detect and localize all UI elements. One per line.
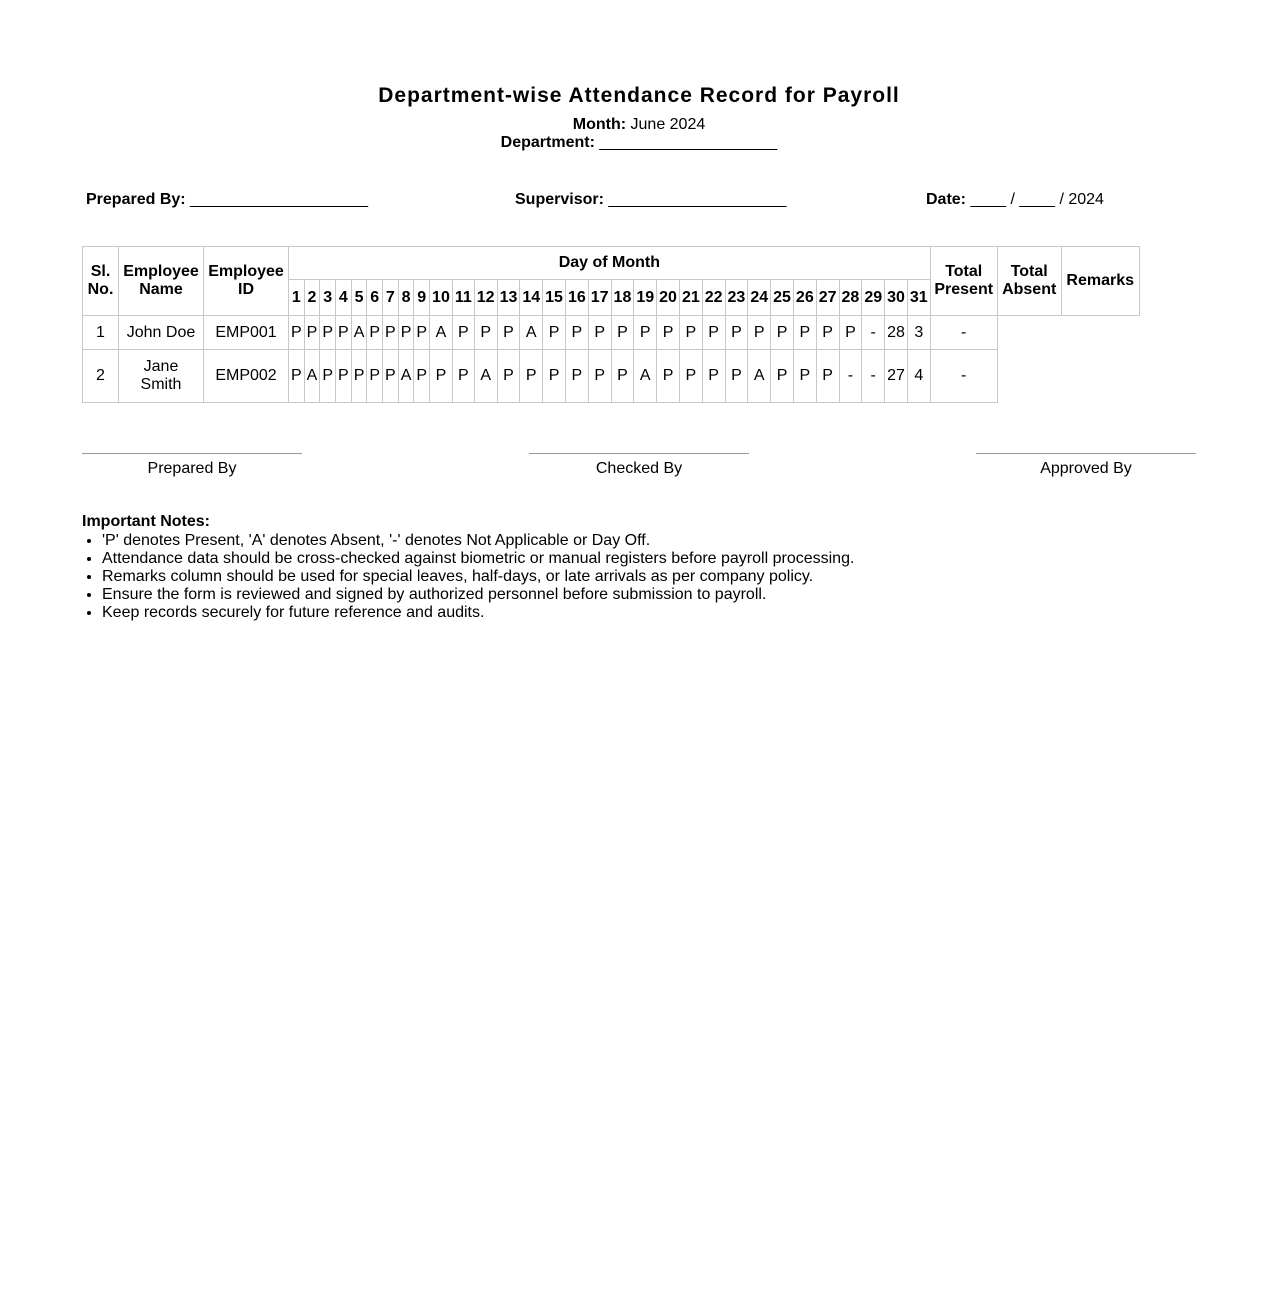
cell-attendance: P bbox=[702, 316, 725, 350]
header-day: 16 bbox=[565, 280, 588, 316]
cell-attendance: P bbox=[588, 316, 611, 350]
cell-attendance: P bbox=[565, 350, 588, 403]
cell-attendance: 3 bbox=[907, 316, 930, 350]
signature-label: Prepared By bbox=[147, 460, 237, 477]
cell-attendance: A bbox=[351, 316, 367, 350]
cell-attendance: P bbox=[320, 316, 336, 350]
notes-title: Important Notes: bbox=[82, 513, 210, 530]
supervisor-field-group bbox=[515, 191, 786, 209]
cell-attendance: - bbox=[839, 350, 862, 403]
cell-attendance: P bbox=[452, 316, 474, 350]
cell-attendance: 28 bbox=[885, 316, 908, 350]
header-day: 2 bbox=[304, 280, 320, 316]
prepared-by-field-group bbox=[86, 191, 368, 209]
header-day: 15 bbox=[543, 280, 566, 316]
cell-attendance: 27 bbox=[885, 350, 908, 403]
cell-attendance: P bbox=[793, 316, 816, 350]
header-day: 7 bbox=[383, 280, 399, 316]
header-day: 14 bbox=[520, 280, 543, 316]
cell-attendance: P bbox=[367, 316, 383, 350]
supervisor-field[interactable]: ____________________ bbox=[608, 191, 787, 208]
date-field-group bbox=[926, 191, 1104, 209]
signature-label: Checked By bbox=[595, 460, 683, 477]
signature-line bbox=[82, 453, 302, 454]
cell-attendance: A bbox=[748, 350, 771, 403]
cell-attendance: P bbox=[414, 316, 430, 350]
header-day: 30 bbox=[885, 280, 908, 316]
cell-attendance: A bbox=[398, 350, 414, 403]
header-day: 4 bbox=[336, 280, 352, 316]
cell-employee-id: EMP002 bbox=[204, 350, 289, 403]
cell-attendance: P bbox=[383, 350, 399, 403]
cell-attendance: P bbox=[702, 350, 725, 403]
header-day: 8 bbox=[398, 280, 414, 316]
cell-attendance: P bbox=[351, 350, 367, 403]
header-day: 21 bbox=[679, 280, 702, 316]
signature-prepared-by bbox=[82, 453, 302, 478]
department-line bbox=[0, 134, 1278, 152]
signature-checked-by bbox=[529, 453, 749, 478]
cell-attendance: P bbox=[771, 350, 794, 403]
header-employee-name: Employee Name bbox=[119, 247, 204, 316]
month-line bbox=[0, 116, 1278, 134]
cell-attendance: P bbox=[657, 350, 680, 403]
header-day: 31 bbox=[907, 280, 930, 316]
signature-label: Approved By bbox=[1040, 460, 1132, 477]
cell-attendance: P bbox=[474, 316, 497, 350]
header-day: 9 bbox=[414, 280, 430, 316]
header-day: 24 bbox=[748, 280, 771, 316]
header-day: 23 bbox=[725, 280, 748, 316]
header-day: 6 bbox=[367, 280, 383, 316]
header-day: 17 bbox=[588, 280, 611, 316]
cell-attendance: P bbox=[320, 350, 336, 403]
note-item: • Attendance data should be cross-checked against biometric or manual registers before payroll processing. bbox=[102, 550, 854, 568]
note-item: • Remarks column should be used for special leaves, half-days, or late arrivals as per company policy. bbox=[102, 568, 854, 586]
cell-attendance: P bbox=[452, 350, 474, 403]
cell-attendance: A bbox=[634, 350, 657, 403]
cell-attendance: P bbox=[793, 350, 816, 403]
header-employee-id: Employee ID bbox=[204, 247, 289, 316]
cell-attendance: P bbox=[289, 316, 305, 350]
cell-attendance: P bbox=[771, 316, 794, 350]
cell-employee-id: EMP001 bbox=[204, 316, 289, 350]
notes-list bbox=[82, 532, 854, 622]
header-day: 12 bbox=[474, 280, 497, 316]
table-header-row bbox=[83, 247, 1140, 280]
cell-attendance: P bbox=[336, 350, 352, 403]
cell-attendance: A bbox=[304, 350, 320, 403]
header-day: 18 bbox=[611, 280, 634, 316]
header-day: 28 bbox=[839, 280, 862, 316]
header-day: 11 bbox=[452, 280, 474, 316]
cell-attendance: P bbox=[414, 350, 430, 403]
table-body bbox=[83, 316, 1140, 403]
page-title: Department-wise Attendance Record for Payroll bbox=[378, 84, 900, 107]
cell-attendance: P bbox=[679, 316, 702, 350]
header-day: 29 bbox=[862, 280, 885, 316]
prepared-by-label: Prepared By: bbox=[86, 191, 186, 208]
cell-attendance: P bbox=[383, 316, 399, 350]
cell-attendance: P bbox=[839, 316, 862, 350]
header-day: 25 bbox=[771, 280, 794, 316]
header-remarks: Remarks bbox=[1061, 247, 1139, 316]
cell-attendance: P bbox=[565, 316, 588, 350]
cell-attendance: A bbox=[430, 316, 453, 350]
cell-attendance: P bbox=[657, 316, 680, 350]
month-value: June 2024 bbox=[630, 116, 706, 133]
cell-attendance: P bbox=[543, 316, 566, 350]
date-label: Date: bbox=[926, 191, 967, 208]
table-row bbox=[83, 350, 1140, 403]
header-day-of-month: Day of Month bbox=[289, 247, 931, 280]
month-label: Month: bbox=[572, 116, 627, 133]
department-field[interactable]: ____________________ bbox=[599, 134, 778, 151]
signature-line bbox=[529, 453, 749, 454]
cell-attendance: 4 bbox=[907, 350, 930, 403]
header-day: 22 bbox=[702, 280, 725, 316]
attendance-table bbox=[82, 246, 1140, 403]
note-item: • Ensure the form is reviewed and signed by authorized personnel before submission to payroll. bbox=[102, 586, 854, 604]
cell-attendance: P bbox=[398, 316, 414, 350]
header-day: 19 bbox=[634, 280, 657, 316]
cell-attendance: - bbox=[862, 316, 885, 350]
cell-attendance: P bbox=[748, 316, 771, 350]
header-day: 20 bbox=[657, 280, 680, 316]
cell-attendance: P bbox=[304, 316, 320, 350]
cell-employee-name: Jane Smith bbox=[119, 350, 204, 403]
prepared-by-field[interactable]: ____________________ bbox=[190, 191, 369, 208]
cell-attendance: P bbox=[611, 350, 634, 403]
cell-attendance: P bbox=[543, 350, 566, 403]
cell-attendance: P bbox=[816, 316, 839, 350]
cell-attendance: P bbox=[430, 350, 453, 403]
cell-attendance: P bbox=[289, 350, 305, 403]
supervisor-label: Supervisor: bbox=[515, 191, 604, 208]
cell-attendance: P bbox=[679, 350, 702, 403]
cell-sl-no: 2 bbox=[83, 350, 119, 403]
header-day: 5 bbox=[351, 280, 367, 316]
note-item: • Keep records securely for future reference and audits. bbox=[102, 604, 854, 622]
cell-attendance: P bbox=[611, 316, 634, 350]
cell-attendance: - bbox=[930, 350, 997, 403]
signature-line bbox=[976, 453, 1196, 454]
cell-attendance: P bbox=[336, 316, 352, 350]
note-item: • 'P' denotes Present, 'A' denotes Absent, '-' denotes Not Applicable or Day Off. bbox=[102, 532, 854, 550]
cell-attendance: P bbox=[497, 316, 520, 350]
cell-attendance: P bbox=[816, 350, 839, 403]
cell-attendance: - bbox=[930, 316, 997, 350]
cell-attendance: - bbox=[862, 350, 885, 403]
cell-sl-no: 1 bbox=[83, 316, 119, 350]
table-row bbox=[83, 316, 1140, 350]
header-sl-no: Sl. No. bbox=[83, 247, 119, 316]
header-total-present: Total Present bbox=[930, 247, 997, 316]
signature-approved-by bbox=[976, 453, 1196, 478]
cell-attendance: P bbox=[725, 316, 748, 350]
date-field[interactable]: ____ / ____ / 2024 bbox=[970, 191, 1104, 208]
cell-attendance: P bbox=[367, 350, 383, 403]
cell-attendance: P bbox=[520, 350, 543, 403]
header-day: 27 bbox=[816, 280, 839, 316]
header-day: 1 bbox=[289, 280, 305, 316]
cell-attendance: P bbox=[588, 350, 611, 403]
header-day: 26 bbox=[793, 280, 816, 316]
cell-employee-name: John Doe bbox=[119, 316, 204, 350]
department-label: Department: bbox=[500, 134, 595, 151]
header-day: 13 bbox=[497, 280, 520, 316]
cell-attendance: P bbox=[497, 350, 520, 403]
cell-attendance: P bbox=[725, 350, 748, 403]
cell-attendance: P bbox=[634, 316, 657, 350]
cell-attendance: A bbox=[520, 316, 543, 350]
header-day: 3 bbox=[320, 280, 336, 316]
header-total-absent: Total Absent bbox=[997, 247, 1061, 316]
cell-attendance: A bbox=[474, 350, 497, 403]
header-day: 10 bbox=[430, 280, 453, 316]
